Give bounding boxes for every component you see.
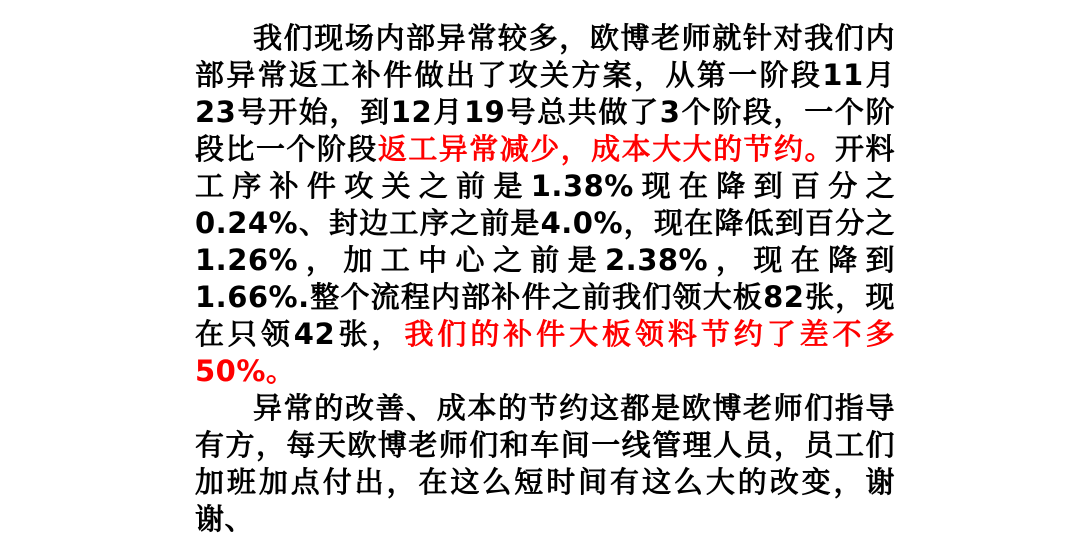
text-block [195,20,895,538]
text-segment: 我们现场内部异常较多，欧博老师就针对我们内部异常返工补件做出了攻关方案，从第一阶段11月23号开始，到12月19号总共做了3个阶段，一个阶段比一个阶段 [195,21,895,166]
text-segment: 开料工序补件攻关之前是1.38%现在降到百分之0.24%、封边工序之前是4.0%，现在降低到百分之1.26%，加工中心之前是2.38%，现在降到1.66%.整个流程内部补件之前我们领大板82张，现在只领42张， [195,132,895,351]
highlighted-text: 返工异常减少，成本大大的节约。 [377,132,835,166]
paragraph [195,20,895,390]
paragraph [195,390,895,538]
highlighted-text: 我们的补件大板领料节约了差不多50%。 [195,317,895,388]
text-segment: 异常的改善、成本的节约这都是欧博老师们指导有方，每天欧博老师们和车间一线管理人员，员工们加班加点付出，在这么短时间有这么大的改变，谢谢、 [195,391,895,536]
